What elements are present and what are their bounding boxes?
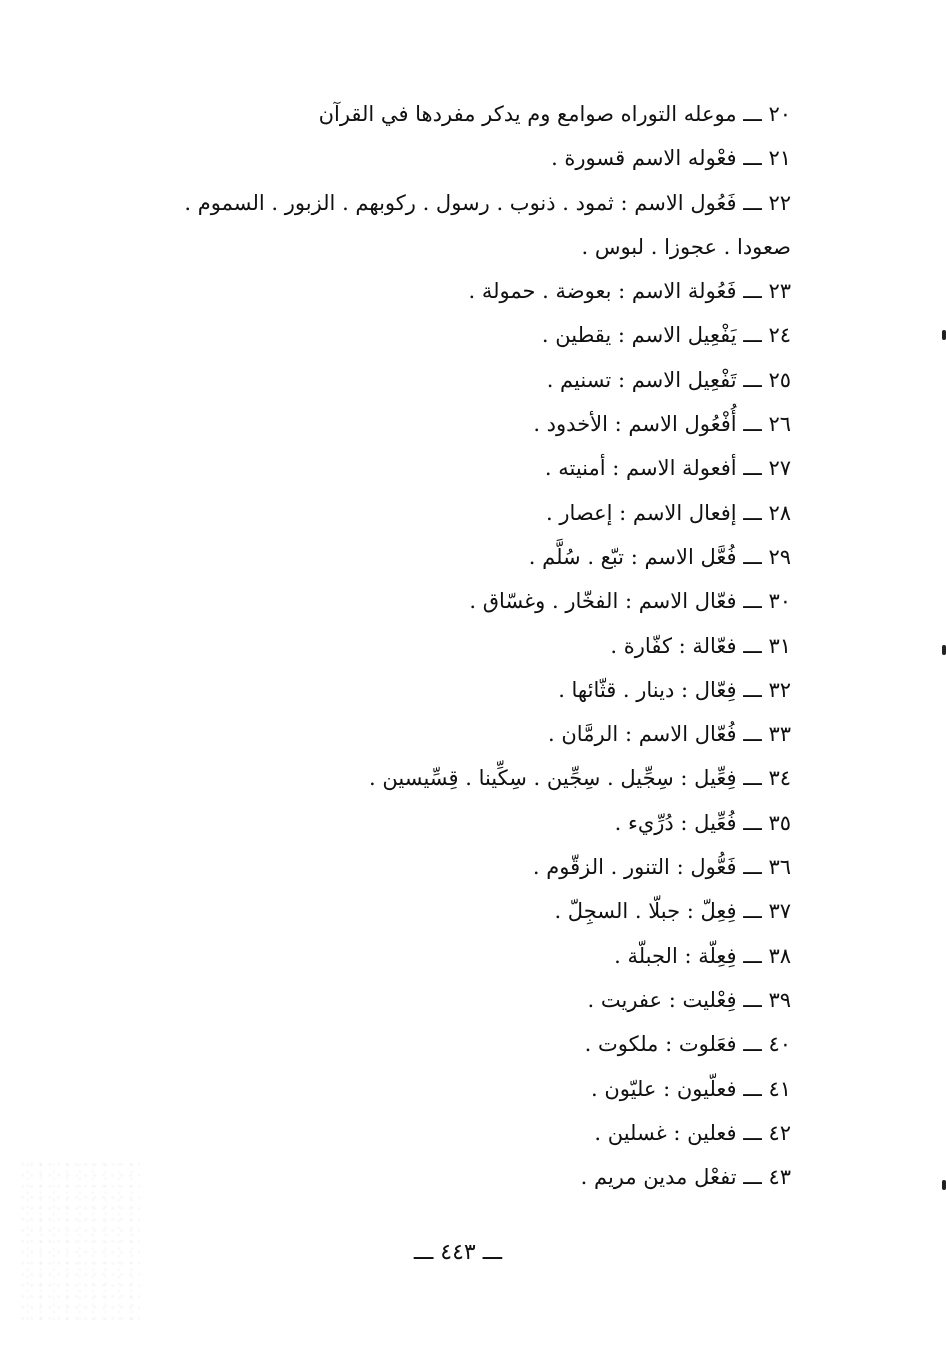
entry-number: ٣٧ <box>768 899 791 924</box>
entry-number: ٢٨ <box>768 500 791 525</box>
edge-mark <box>942 645 946 655</box>
list-item <box>91 1067 791 1111</box>
entry-text: فِعْليت : عفريت . <box>587 987 737 1012</box>
entry-text: أفعولة الاسم : أمنيته . <box>544 456 737 481</box>
entry-separator: ـــ <box>743 987 762 1012</box>
entry-text: فعّال الاسم : الفخّار . وغسّاق . <box>469 589 737 614</box>
entry-text: فِعِلّ : جبلّا . السجِلّ . <box>554 899 737 924</box>
entry-separator: ـــ <box>743 810 762 835</box>
entry-number: ٣٦ <box>768 855 791 880</box>
entry-separator: ـــ <box>743 146 762 171</box>
entry-number: ٤١ <box>768 1076 791 1101</box>
entry-text: تَفْعِيل الاسم : تسنيم . <box>546 367 737 392</box>
entry-number: ٢١ <box>768 146 791 171</box>
entry-number: ٢٠ <box>768 102 791 126</box>
entry-text: فعَلوت : ملكوت . <box>584 1032 737 1057</box>
entry-number: ٢٩ <box>768 544 791 569</box>
entry-number: ٢٦ <box>768 412 791 437</box>
list-item <box>91 313 791 357</box>
entry-text: فَعُول الاسم : ثمود . ذنوب . رسول . ركوبهم . الزبور . السموم . <box>184 190 737 215</box>
entry-number: ٣٢ <box>768 677 791 702</box>
list-item <box>91 402 791 446</box>
entry-separator: ـــ <box>743 633 762 658</box>
list-item <box>91 1155 791 1199</box>
entry-number: ٢٧ <box>768 456 791 481</box>
list-item <box>91 92 791 136</box>
entry-number: ٣١ <box>768 633 791 658</box>
entry-text: فعّالة : كفّارة . <box>610 633 737 658</box>
entry-text: فَعُّول : التنور . الزقّوم . <box>532 855 737 880</box>
list-item <box>91 446 791 490</box>
entry-text: فِعِّيل : سِجِّيل . سِجِّين . سِكِّينا . قِسِّيسين . <box>369 766 737 791</box>
entry-text: تفعْل مدين مريم . <box>580 1165 737 1190</box>
entry-continuation: صعودا . عجوزا . لبوس . <box>581 234 791 259</box>
list-item <box>91 756 791 800</box>
entry-number: ٣٨ <box>768 943 791 968</box>
entry-separator: ـــ <box>743 544 762 569</box>
entry-text: فعْوله الاسم قسورة . <box>551 146 737 171</box>
list-item <box>91 136 791 180</box>
list-item <box>91 845 791 889</box>
entry-separator: ـــ <box>743 323 762 348</box>
entry-separator: ـــ <box>743 677 762 702</box>
entry-text: فُعَّل الاسم : تبّع . سُلَّم . <box>528 544 737 569</box>
entry-number: ٣٩ <box>768 987 791 1012</box>
entry-text: فَعُولة الاسم : بعوضة . حمولة . <box>468 279 737 304</box>
list-item <box>91 358 791 402</box>
list-item <box>91 889 791 933</box>
entry-text: فعلّيون : عليّون . <box>590 1076 737 1101</box>
entry-separator: ـــ <box>743 1120 762 1145</box>
entry-separator: ـــ <box>743 943 762 968</box>
list-item <box>91 624 791 668</box>
entry-separator: ـــ <box>743 722 762 747</box>
entry-separator: ـــ <box>743 367 762 392</box>
list-item <box>91 934 791 978</box>
entry-separator: ـــ <box>743 855 762 880</box>
entry-number: ٢٥ <box>768 367 791 392</box>
page-number: ـــ ٤٤٣ ـــ <box>413 1240 503 1265</box>
pattern-list <box>91 92 791 1199</box>
entry-text: إفعال الاسم : إعصار . <box>545 500 737 525</box>
entry-number: ٢٤ <box>768 323 791 348</box>
list-item <box>91 181 791 270</box>
entry-number: ٤٢ <box>768 1120 791 1145</box>
list-item <box>91 535 791 579</box>
entry-separator: ـــ <box>743 1032 762 1057</box>
entry-separator: ـــ <box>743 899 762 924</box>
entry-separator: ـــ <box>743 589 762 614</box>
entry-separator: ـــ <box>743 766 762 791</box>
list-item <box>91 801 791 845</box>
entry-text: فُعِّيل : دُرِّيء . <box>614 810 737 835</box>
entry-number: ٢٣ <box>768 279 791 304</box>
entry-text: موعله التوراه صوامع وم يدكر مفردها في القرآن <box>318 102 737 126</box>
entry-number: ٤٣ <box>768 1165 791 1190</box>
entry-number: ٣٠ <box>768 589 791 614</box>
list-item <box>91 668 791 712</box>
list-item <box>91 491 791 535</box>
list-item <box>91 978 791 1022</box>
entry-separator: ـــ <box>743 102 762 126</box>
list-item <box>91 1022 791 1066</box>
entry-text: فِعّال : دينار . قثّائها . <box>558 677 737 702</box>
entry-text: فِعِلّة : الجبلّة . <box>614 943 737 968</box>
entry-text: أُفْعُول الاسم : الأخدود . <box>533 412 737 437</box>
entry-separator: ـــ <box>743 1076 762 1101</box>
entry-text: يَفْعِيل الاسم : يقطين . <box>541 323 737 348</box>
entry-number: ٣٣ <box>768 722 791 747</box>
list-item <box>91 1111 791 1155</box>
entry-number: ٢٢ <box>768 190 791 215</box>
entry-separator: ـــ <box>743 412 762 437</box>
entry-separator: ـــ <box>743 500 762 525</box>
entry-number: ٤٠ <box>768 1032 791 1057</box>
list-item <box>91 579 791 623</box>
edge-mark <box>942 330 946 340</box>
entry-number: ٣٤ <box>768 766 791 791</box>
edge-mark <box>942 1180 946 1190</box>
entry-separator: ـــ <box>743 279 762 304</box>
entry-separator: ـــ <box>743 1165 762 1190</box>
entry-text: فعلين : غسلين . <box>594 1120 737 1145</box>
entry-text: فُعّال الاسم : الرمَّان . <box>548 722 737 747</box>
entry-number: ٣٥ <box>768 810 791 835</box>
entry-separator: ـــ <box>743 456 762 481</box>
list-item <box>91 269 791 313</box>
list-item <box>91 712 791 756</box>
entry-separator: ـــ <box>743 190 762 215</box>
